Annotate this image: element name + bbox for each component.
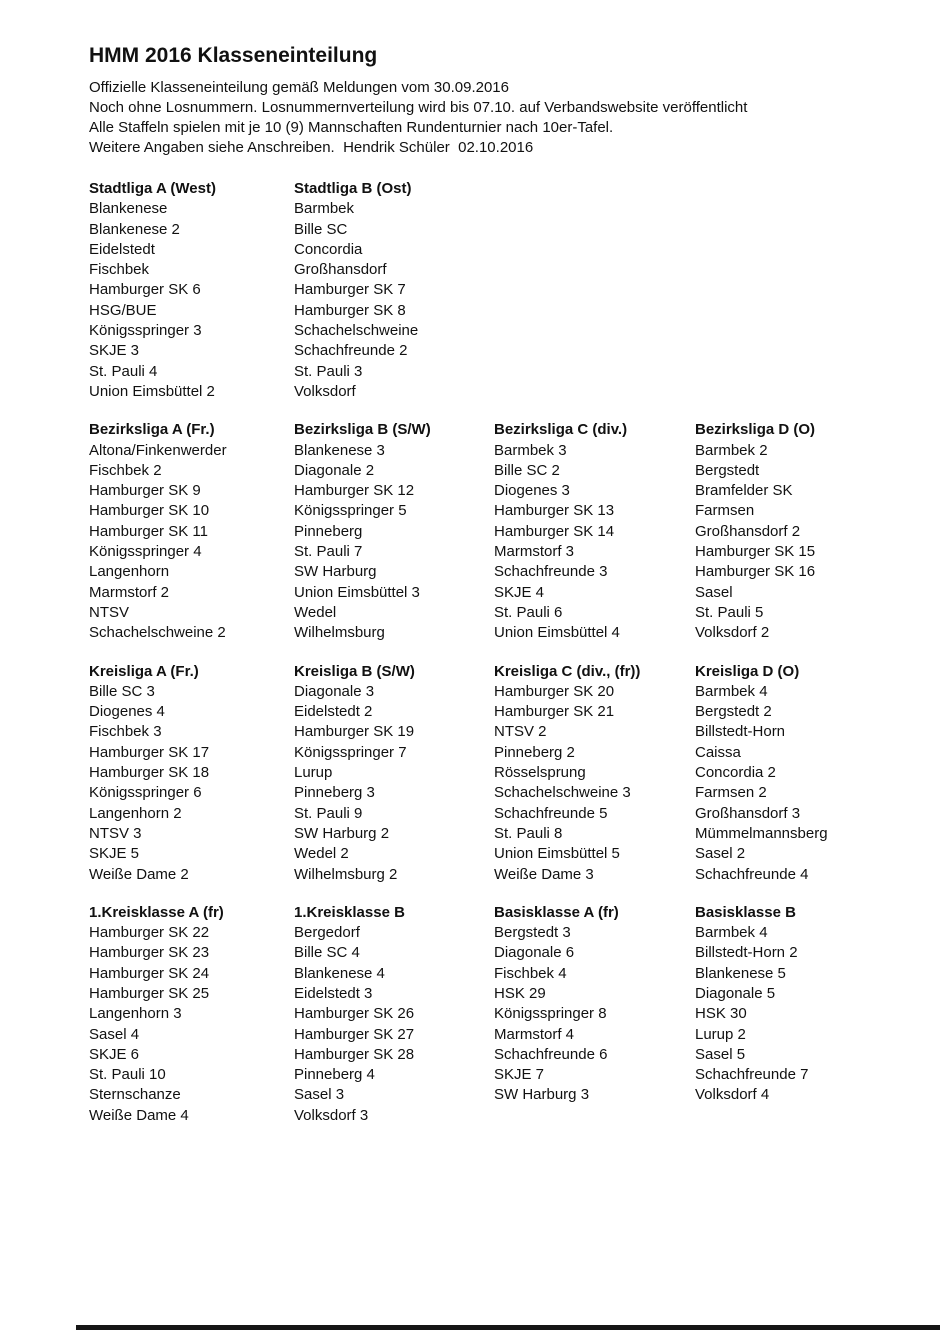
team-name: Wedel <box>294 603 337 621</box>
team-name: Hamburger SK 11 <box>89 522 208 540</box>
team-name: Diagonale 3 <box>294 682 375 700</box>
team-name: Pinneberg 2 <box>494 743 575 761</box>
team-name: Langenhorn 2 <box>89 804 182 822</box>
team-name: Königsspringer 3 <box>89 322 202 340</box>
team-name: St. Pauli 10 <box>89 1066 166 1084</box>
team-name: Hamburger SK 9 <box>89 482 201 500</box>
league-group <box>695 420 920 643</box>
team-name: Hamburger SK 23 <box>89 944 210 962</box>
league-group-title: Kreisliga A (Fr.) <box>89 662 199 680</box>
league-group <box>294 420 494 643</box>
team-name: Königsspringer 4 <box>89 543 202 561</box>
team-name: Diagonale 2 <box>294 461 375 479</box>
team-name: St. Pauli 6 <box>494 603 563 621</box>
team-name: SW Harburg 2 <box>294 824 390 842</box>
team-name: St. Pauli 4 <box>89 362 158 380</box>
team-name: Weiße Dame 4 <box>89 1106 189 1124</box>
team-name: Schachfreunde 7 <box>695 1066 809 1084</box>
team-name: Schachfreunde 6 <box>494 1045 608 1063</box>
team-name: NTSV 3 <box>89 824 142 842</box>
team-name: Barmbek 3 <box>494 441 567 459</box>
league-table <box>89 179 920 1126</box>
team-name: Schachfreunde 3 <box>494 563 608 581</box>
league-group-title: Basisklasse B <box>695 903 796 921</box>
team-name: Langenhorn 3 <box>89 1005 182 1023</box>
league-group-title: Kreisliga C (div., (fr)) <box>494 662 641 680</box>
team-name: Volksdorf <box>294 382 356 400</box>
team-name: Blankenese 3 <box>294 441 385 459</box>
league-group-title: Bezirksliga C (div.) <box>494 421 628 439</box>
team-name: Sasel 5 <box>695 1045 746 1063</box>
league-group <box>294 179 494 402</box>
league-group <box>494 903 695 1106</box>
team-name: HSK 29 <box>494 984 546 1002</box>
league-row <box>89 662 920 885</box>
team-name: Wedel 2 <box>294 845 349 863</box>
team-name: SKJE 6 <box>89 1045 140 1063</box>
team-name: Diogenes 4 <box>89 703 165 721</box>
team-name: Pinneberg 4 <box>294 1066 375 1084</box>
team-name: SKJE 7 <box>494 1066 545 1084</box>
team-name: Fischbek 3 <box>89 723 162 741</box>
team-name: Wilhelmsburg 2 <box>294 865 398 883</box>
team-name: Fischbek 4 <box>494 964 567 982</box>
team-name: Hamburger SK 10 <box>89 502 210 520</box>
team-name: Großhansdorf 3 <box>695 804 801 822</box>
team-name: Altona/Finkenwerder <box>89 441 227 459</box>
team-name: Königsspringer 8 <box>494 1005 607 1023</box>
team-name: Bille SC <box>294 220 348 238</box>
league-group <box>89 903 294 1126</box>
team-name: Pinneberg <box>294 522 363 540</box>
league-group <box>494 662 695 885</box>
team-name: Billstedt-Horn 2 <box>695 944 798 962</box>
team-name: Pinneberg 3 <box>294 784 375 802</box>
team-name: Hamburger SK 25 <box>89 984 210 1002</box>
team-name: Fischbek <box>89 261 150 279</box>
team-name: Bergstedt 3 <box>494 924 571 942</box>
intro-line-1: Offizielle Klasseneinteilung gemäß Meldungen vom 30.09.2016 <box>89 79 509 96</box>
team-name: HSG/BUE <box>89 301 157 319</box>
league-group-title: Basisklasse A (fr) <box>494 903 619 921</box>
team-name: Langenhorn <box>89 563 170 581</box>
team-name: Weiße Dame 2 <box>89 865 189 883</box>
team-name: St. Pauli 9 <box>294 804 363 822</box>
team-name: Hamburger SK 16 <box>695 563 816 581</box>
team-name: SKJE 4 <box>494 583 545 601</box>
league-group-title: 1.Kreisklasse A (fr) <box>89 903 224 921</box>
team-name: Concordia <box>294 240 363 258</box>
league-group <box>695 903 920 1106</box>
league-group <box>695 662 920 885</box>
team-name: Bille SC 3 <box>89 682 155 700</box>
team-name: St. Pauli 3 <box>294 362 363 380</box>
team-name: Bille SC 2 <box>494 461 560 479</box>
team-name: Eidelstedt 3 <box>294 984 373 1002</box>
intro-line-2: Noch ohne Losnummern. Losnummernverteilung wird bis 07.10. auf Verbandswebsite veröffentlicht <box>89 99 748 116</box>
team-name: Union Eimsbüttel 5 <box>494 845 620 863</box>
league-group-title: 1.Kreisklasse B <box>294 903 405 921</box>
league-row <box>89 420 920 643</box>
team-name: Volksdorf 2 <box>695 624 770 642</box>
team-name: Union Eimsbüttel 3 <box>294 583 420 601</box>
team-name: Hamburger SK 6 <box>89 281 201 299</box>
team-name: Hamburger SK 17 <box>89 743 210 761</box>
league-group <box>89 420 294 643</box>
team-name: SW Harburg <box>294 563 377 581</box>
team-name: Hamburger SK 24 <box>89 964 210 982</box>
team-name: Hamburger SK 14 <box>494 522 615 540</box>
team-name: Sternschanze <box>89 1086 181 1104</box>
league-group-title: Stadtliga A (West) <box>89 180 216 197</box>
team-name: Barmbek 2 <box>695 441 768 459</box>
team-name: Sasel 4 <box>89 1025 140 1043</box>
team-name: St. Pauli 7 <box>294 543 363 561</box>
team-name: Marmstorf 2 <box>89 583 170 601</box>
team-name: Weiße Dame 3 <box>494 865 594 883</box>
team-name: SKJE 3 <box>89 342 140 360</box>
team-name: Blankenese 4 <box>294 964 385 982</box>
league-group <box>294 903 494 1126</box>
team-name: St. Pauli 8 <box>494 824 563 842</box>
team-name: Barmbek 4 <box>695 682 768 700</box>
league-group-title: Stadtliga B (Ost) <box>294 180 412 197</box>
team-name: Sasel 3 <box>294 1086 345 1104</box>
team-name: Farmsen 2 <box>695 784 767 802</box>
team-name: NTSV 2 <box>494 723 547 741</box>
team-name: Königsspringer 7 <box>294 743 407 761</box>
team-name: Bergedorf <box>294 924 360 942</box>
league-group-title: Kreisliga D (O) <box>695 662 800 680</box>
team-name: Volksdorf 3 <box>294 1106 369 1124</box>
league-group <box>294 662 494 885</box>
team-name: Königsspringer 5 <box>294 502 407 520</box>
team-name: Union Eimsbüttel 2 <box>89 382 215 400</box>
team-name: Union Eimsbüttel 4 <box>494 624 620 642</box>
league-group <box>494 420 695 643</box>
team-name: Hamburger SK 12 <box>294 482 415 500</box>
team-name: Hamburger SK 26 <box>294 1005 415 1023</box>
team-name: Blankenese 5 <box>695 964 786 982</box>
team-name: Barmbek 4 <box>695 924 768 942</box>
team-name: Schachelschweine <box>294 322 419 340</box>
team-name: HSK 30 <box>695 1005 747 1023</box>
team-name: Concordia 2 <box>695 764 776 782</box>
team-name: Hamburger SK 13 <box>494 502 615 520</box>
team-name: Hamburger SK 7 <box>294 281 406 299</box>
team-name: Sasel 2 <box>695 845 746 863</box>
league-group-title: Bezirksliga B (S/W) <box>294 421 431 439</box>
page-edge-artifact <box>76 1325 940 1330</box>
team-name: Diogenes 3 <box>494 482 570 500</box>
team-name: Bergstedt 2 <box>695 703 772 721</box>
team-name: Billstedt-Horn <box>695 723 786 741</box>
intro-line-4: Weitere Angaben siehe Anschreiben. Hendrik Schüler 02.10.2016 <box>89 139 534 156</box>
team-name: Sasel <box>695 583 733 601</box>
league-group-title: Bezirksliga D (O) <box>695 421 816 439</box>
team-name: Blankenese <box>89 200 168 218</box>
intro-paragraph <box>89 78 920 158</box>
team-name: Diagonale 6 <box>494 944 575 962</box>
league-row <box>89 179 920 402</box>
league-group <box>89 179 294 402</box>
team-name: Wilhelmsburg <box>294 624 385 642</box>
team-name: Schachelschweine 2 <box>89 624 226 642</box>
team-name: Schachelschweine 3 <box>494 784 631 802</box>
team-name: Marmstorf 3 <box>494 543 575 561</box>
team-name: Großhansdorf <box>294 261 387 279</box>
team-name: Blankenese 2 <box>89 220 180 238</box>
team-name: Bergstedt <box>695 461 760 479</box>
team-name: Hamburger SK 8 <box>294 301 406 319</box>
team-name: Mümmelmannsberg <box>695 824 828 842</box>
team-name: Großhansdorf 2 <box>695 522 801 540</box>
league-group <box>89 662 294 885</box>
team-name: Volksdorf 4 <box>695 1086 770 1104</box>
team-name: Lurup 2 <box>695 1025 746 1043</box>
team-name: Caissa <box>695 743 741 761</box>
team-name: Schachfreunde 2 <box>294 342 408 360</box>
team-name: Hamburger SK 18 <box>89 764 210 782</box>
team-name: Hamburger SK 28 <box>294 1045 415 1063</box>
team-name: Bille SC 4 <box>294 944 360 962</box>
team-name: Bramfelder SK <box>695 482 793 500</box>
team-name: Hamburger SK 15 <box>695 543 816 561</box>
league-group-title: Kreisliga B (S/W) <box>294 662 415 680</box>
team-name: Eidelstedt 2 <box>294 703 373 721</box>
team-name: SW Harburg 3 <box>494 1086 590 1104</box>
team-name: Rösselsprung <box>494 764 586 782</box>
team-name: Farmsen <box>695 502 755 520</box>
team-name: Hamburger SK 22 <box>89 924 210 942</box>
team-name: Hamburger SK 21 <box>494 703 615 721</box>
team-name: Hamburger SK 19 <box>294 723 415 741</box>
team-name: Schachfreunde 4 <box>695 865 809 883</box>
team-name: St. Pauli 5 <box>695 603 764 621</box>
page-title: HMM 2016 Klasseneinteilung <box>89 44 378 67</box>
team-name: Fischbek 2 <box>89 461 162 479</box>
intro-line-3: Alle Staffeln spielen mit je 10 (9) Mannschaften Rundenturnier nach 10er-Tafel. <box>89 119 614 136</box>
team-name: Marmstorf 4 <box>494 1025 575 1043</box>
team-name: Lurup <box>294 764 333 782</box>
team-name: Schachfreunde 5 <box>494 804 608 822</box>
team-name: Königsspringer 6 <box>89 784 202 802</box>
team-name: Diagonale 5 <box>695 984 776 1002</box>
team-name: Barmbek <box>294 200 355 218</box>
team-name: Eidelstedt <box>89 240 155 258</box>
league-group-title: Bezirksliga A (Fr.) <box>89 421 215 439</box>
team-name: Hamburger SK 20 <box>494 682 615 700</box>
league-row <box>89 903 920 1126</box>
team-name: NTSV <box>89 603 130 621</box>
team-name: Hamburger SK 27 <box>294 1025 415 1043</box>
team-name: SKJE 5 <box>89 845 140 863</box>
